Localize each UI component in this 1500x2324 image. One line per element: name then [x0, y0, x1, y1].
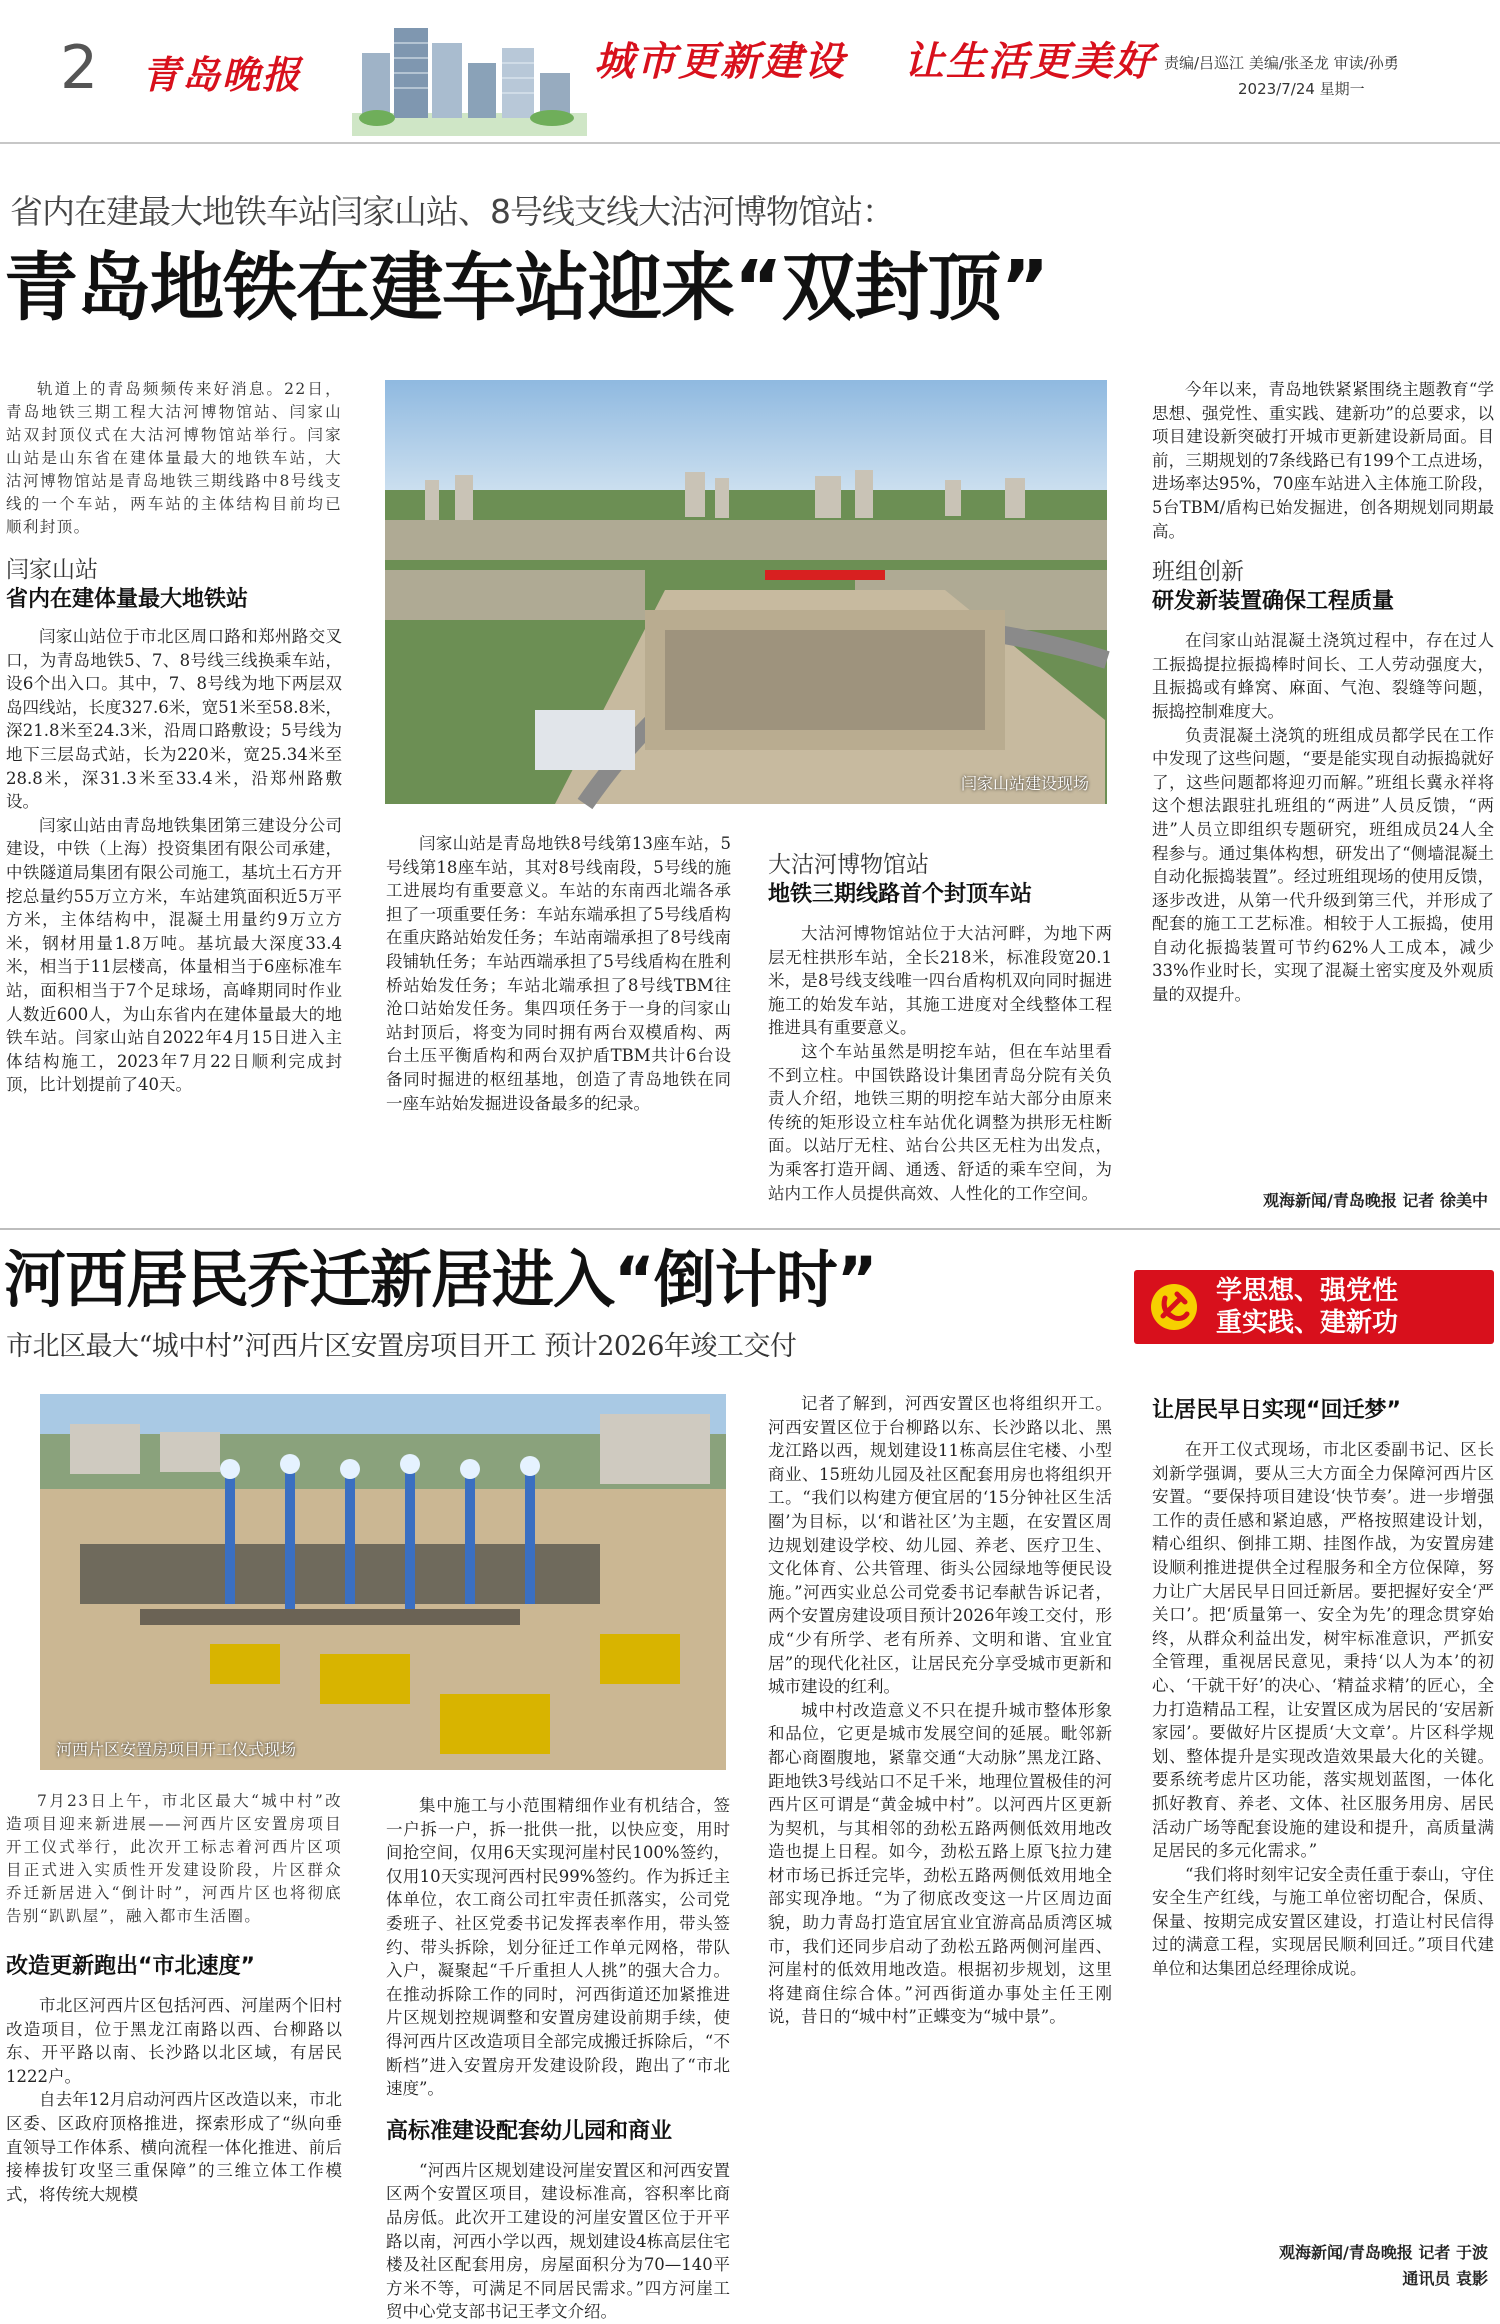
- article1-column-4: [1152, 378, 1494, 1190]
- article2-lead: 7月23日上午，市北区最大“城中村”改造项目迎来新进展——河西片区安置房项目开工仪式举行，此次开工标志着河西片区项目正式进入实质性开发建设阶段，片区群众乔迁新居进入“倒计时”，河西片区也将彻底告别“趴趴屋”，融入都市生活圈。: [6, 1792, 342, 1925]
- article1-column-1: [6, 378, 342, 1220]
- yanjiashan-station-photo: [385, 380, 1107, 804]
- section-heading-largest-station: 省内在建体量最大地铁站: [6, 587, 249, 612]
- paragraph: “河西片区规划建设河崖安置区和河西安置区两个安置区项目，建设标准高，容积率比商品房低。此次开工建设的河崖安置区位于开平路以南，河西小学以西，规划建设4栋高层住宅楼及社区配套用房，房屋面积分为70—140平方米不等，可满足不同居民需求。”四方河崖工贸中心党支部书记王孝文介绍。: [386, 2160, 730, 2322]
- paragraph: 闫家山站由青岛地铁集团第三建设分公司建设，中铁（上海）投资集团有限公司承建，中铁隧道局集团有限公司施工，基坑土石方开挖总量约55万立方米，车站建筑面积近5万平方米，主体结构中，混凝土用量约9万立方米，钢材用量1.8万吨。基坑最大深度33.4米，相当于11层楼高，体量相当于6座标准车站，面积相当于7个足球场，高峰期同时作业人数近600人，为山东省内在建体量最大的地铁车站。闫家山站自2022年4月15日进入主体结构施工，2023年7月22日顺利完成封顶，比计划提前了40天。: [6, 815, 342, 1095]
- editors-credit: 责编/吕巡江 美编/张圣龙 审读/孙勇: [1164, 54, 1399, 72]
- party-emblem-icon: [1146, 1279, 1202, 1335]
- article1-lead: 轨道上的青岛频频传来好消息。22日，青岛地铁三期工程大沽河博物馆站、闫家山站双封顶仪式在大沽河博物馆站举行。闫家山站是山东省在建体量最大的地铁车站，大沽河博物馆站是青岛地铁三期线路中8号线支线的一个车站，两车站的主体结构目前均已顺利封顶。: [6, 380, 342, 536]
- article1-column-2: [386, 832, 731, 1220]
- article2-byline: 观海新闻/青岛晚报 记者 于波: [1279, 2243, 1488, 2262]
- paragraph: 负责混凝土浇筑的班组成员都学民在工作中发现了这些问题，“要是能实现自动振捣就好了，这些问题都将迎刃而解。”班组长冀永祥将这个想法跟驻扎班组的“两进”人员反馈，“两进”人员立即组织专题研究，班组成员24人全程参与。通过集体构想，研发出了“侧墙混凝土自动化振捣装置”。经过班组现场的使用反馈，逐步改进，从第一代升级到第三代，并形成了配套的施工工艺标准。相较于人工振捣，使用自动化振捣装置可节约62%人工成本，减少33%作业时长，实现了混凝土密实度及外观质量的双提升。: [1152, 725, 1494, 1005]
- section-label-team-innovation: 班组创新: [1152, 559, 1244, 586]
- banner-buildings-illustration: [352, 18, 587, 136]
- article1-headline: 青岛地铁在建车站迎来“双封顶”: [4, 245, 1049, 331]
- groundbreaking-ceremony-photo: [40, 1394, 726, 1770]
- banner-slogan-1: 城市更新建设: [594, 39, 846, 85]
- paragraph: 在开工仪式现场，市北区委副书记、区长刘新学强调，要从三大方面全力保障河西片区安置。“要保持项目建设‘快节奏’。进一步增强工作的责任感和紧迫感，严格按照建设计划，精心组织、倒排工期、挂图作战，为安置房建设顺利推进提供全过程服务和全方位保障，努力让广大居民早日回迁新居。要把握好安全‘严关口’。把‘质量第一、安全为先’的理念贯穿始终，从群众利益出发，树牢标准意识，严抓安全管理，重视居民意见，秉持‘以人为本’的初心、‘干就干好’的决心、‘精益求精’的匠心，全力打造精品工程，让安置区成为居民的‘安居新家园’。要做好片区提质‘大文章’。片区科学规划、整体提升是实现改造效果最大化的关键。要系统考虑片区功能，落实规划蓝图，一体化抓好教育、养老、文体、社区服务用房、居民活动广场等配套设施的建设和提升，高质量满足居民的多元化需求。”: [1152, 1440, 1494, 1861]
- paragraph: 在闫家山站混凝土浇筑过程中，存在过人工振捣提拉振捣棒时间长、工人劳动强度大，且振捣或有蜂窝、麻面、气泡、裂缝等问题，振捣控制难度大。: [1152, 631, 1494, 721]
- paragraph: 城中村改造意义不只在提升城市整体形象和品位，它更是城市发展空间的延展。毗邻新都心商圈腹地，紧靠交通“大动脉”黑龙江路、距地铁3号线站口不足千米，地理位置极佳的河西片区可谓是“黄金城中村”。以河西片区更新为契机，与其相邻的劲松五路两侧低效用地改造也提上日程。如今，劲松五路上原飞拉力建材市场已拆迁完毕，劲松五路两侧低效用地全部实现净地。“为了彻底改变这一片区周边面貌，助力青岛打造宜居宜业宜游高品质湾区城市，我们还同步启动了劲松五路两侧河崖西、河崖村的低效用地改造。根据初步规划，这里将建商住综合体。”河西街道办事处主任王刚说，昔日的“城中村”正蝶变为“城中景”。: [768, 1700, 1112, 2027]
- paragraph: 记者了解到，河西安置区也将组织开工。河西安置区位于台柳路以东、长沙路以北、黑龙江路以西，规划建设11栋高层住宅楼、小型商业、15班幼儿园及社区配套用房也将组织开工。“我们以构建方便宜居的‘15分钟社区生活圈’为目标，以‘和谐社区’为主题，在安置区周边规划建设学校、幼儿园、养老、医疗卫生、文化体育、公共管理、街头公园绿地等便民设施。”河西实业总公司党委书记奉献告诉记者，两个安置房建设项目预计2026年竣工交付，形成“少有所学、老有所养、文明和谐、宜业宜居”的现代化社区，让居民充分享受城市更新和城市建设的红利。: [768, 1394, 1112, 1697]
- photo-caption: 河西片区安置房项目开工仪式现场: [56, 1740, 297, 1759]
- paragraph: 集中施工与小范围精细作业有机结合，签一户拆一户，拆一批供一批，以快应变，用时间抢空间，仅用6天实现河崖村民100%签约，仅用10天实现河西村民99%签约。作为拆迁主体单位，农工商公司扛牢责任抓落实，公司党委班子、社区党委书记发挥表率作用，带头签约、带头拆除，划分征迁工作单元网格，带队入户，凝聚起“千斤重担人人挑”的强大合力。在推动拆除工作的同时，河西街道还加紧推进片区规划控规调整和安置房建设前期手续，使得河西片区改造项目全部完成搬迁拆除后，“不断档”进入安置房开发建设阶段，跑出了“市北速度”。: [386, 1796, 730, 2099]
- article1-column-3: [768, 850, 1112, 1220]
- article2-column-2: [386, 1794, 730, 2322]
- paragraph: 自去年12月启动河西片区改造以来，市北区委、区政府顶格推进，探索形成了“纵向垂直领导工作体系、横向流程一体化推进、前后接棒拔钉攻坚三重保障”的三维立体工作模式，将传统大规模: [6, 2090, 342, 2204]
- section-divider: [0, 1228, 1500, 1230]
- paragraph: “我们将时刻牢记安全责任重于泰山，守住安全生产红线，与施工单位密切配合，保质、保量、按期完成安置区建设，打造让村民信得过的满意工程，实现居民顺利回迁。”项目代建单位和达集团总经理徐成说。: [1152, 1864, 1494, 1979]
- article1-byline: 观海新闻/青岛晚报 记者 徐美中: [1263, 1191, 1488, 1210]
- paragraph: 闫家山站位于市北区周口路和郑州路交叉口，为青岛地铁5、7、8号线三线换乘车站，设6个出入口。其中，7、8号线为地下两层双岛四线站，长度327.6米，宽51米至58.8米，深21.8米至24.3米，沿周口路敷设；5号线为地下三层岛式站，长为220米，宽25.34米至28.8米，深31.3米至33.4米，沿郑州路敷设。: [6, 627, 342, 812]
- article2-column-4: [1152, 1392, 1494, 2232]
- article1-kicker: 省内在建最大地铁车站闫家山站、8号线支线大沽河博物馆站：: [10, 192, 894, 231]
- section-heading-return-dream: 让居民早日实现“回迁梦”: [1152, 1398, 1401, 1423]
- section-heading-shibei-speed: 改造更新跑出“市北速度”: [6, 1954, 255, 1979]
- photo-caption: 闫家山站建设现场: [960, 774, 1089, 793]
- article2-subhead: 市北区最大“城中村”河西片区安置房项目开工 预计2026年竣工交付: [6, 1331, 797, 1362]
- page-number: 2: [60, 33, 99, 103]
- paragraph: 今年以来，青岛地铁紧紧围绕主题教育“学思想、强党性、重实践、建新功”的总要求，以项目建设新突破打开城市更新建设新局面。目前，三期规划的7条线路已有199个工点进场，进场率达95%，70座车站进入主体施工阶段，5台TBM/盾构已始发掘进，创各期规划同期最高。: [1152, 380, 1494, 541]
- article2-column-1: [6, 1790, 342, 2300]
- paragraph: 市北区河西片区包括河西、河崖两个旧村改造项目，位于黑龙江南路以西、台柳路以东、开平路以南、长沙路以北区域，有居民1222户。: [6, 1996, 342, 2086]
- party-slogan-badge: [1134, 1270, 1494, 1344]
- section-label-yanjiashan: 闫家山站: [6, 557, 98, 583]
- paragraph: 闫家山站是青岛地铁8号线第13座车站，5号线第18座车站，其对8号线南段，5号线的施工进展均有重要意义。车站的东南西北端各承担了一项重要任务：车站东端承担了5号线盾构在重庆路站始发任务；车站南端承担了8号线南段铺轨任务；车站西端承担了5号线盾构在胜利桥站始发任务；车站北端承担了8号线TBM往沧口站始发任务。集四项任务于一身的闫家山站封顶后，将变为同时拥有两台双模盾构、两台土压平衡盾构和两台双护盾TBM共计6台设备同时掘进的枢纽基地，创造了青岛地铁在同一座车站始发掘进设备最多的纪录。: [386, 834, 731, 1113]
- header-rule: [0, 142, 1500, 144]
- issue-date: 2023/7/24 星期一: [1238, 80, 1365, 98]
- party-slogan-line1: 学思想、强党性: [1216, 1276, 1399, 1306]
- party-slogan-line2: 重实践、建新功: [1216, 1308, 1399, 1338]
- article2-byline-correspondent: 通讯员 袁影: [1402, 2269, 1488, 2288]
- section-heading-kindergarten: 高标准建设配套幼儿园和商业: [386, 2118, 673, 2144]
- paper-name-logo: 青岛晚报: [142, 52, 303, 97]
- section-heading-first-capped: 地铁三期线路首个封顶车站: [768, 882, 1033, 907]
- article2-column-3: [768, 1392, 1112, 2300]
- section-label-daguhe: 大沽河博物馆站: [768, 852, 929, 878]
- paragraph: 大沽河博物馆站位于大沽河畔，为地下两层无柱拱形车站，全长218米，标准段宽20.1米，是8号线支线唯一四台盾构机双向同时掘进施工的始发车站，其施工进度对全线整体工程推进具有重要意义。: [768, 924, 1112, 1038]
- paragraph: 这个车站虽然是明挖车站，但在车站里看不到立柱。中国铁路设计集团青岛分院有关负责人介绍，地铁三期的明挖车站大部分由原来传统的矩形设立柱车站优化调整为拱形无柱断面。以站厅无柱、站台公共区无柱为出发点，为乘客打造开阔、通透、舒适的乘车空间，为站内工作人员提供高效、人性化的工作空间。: [768, 1041, 1112, 1203]
- banner-slogan-2: 让生活更美好: [903, 39, 1156, 85]
- section-heading-new-device: 研发新装置确保工程质量: [1152, 589, 1395, 615]
- article2-headline: 河西居民乔迁新居进入“倒计时”: [4, 1243, 877, 1316]
